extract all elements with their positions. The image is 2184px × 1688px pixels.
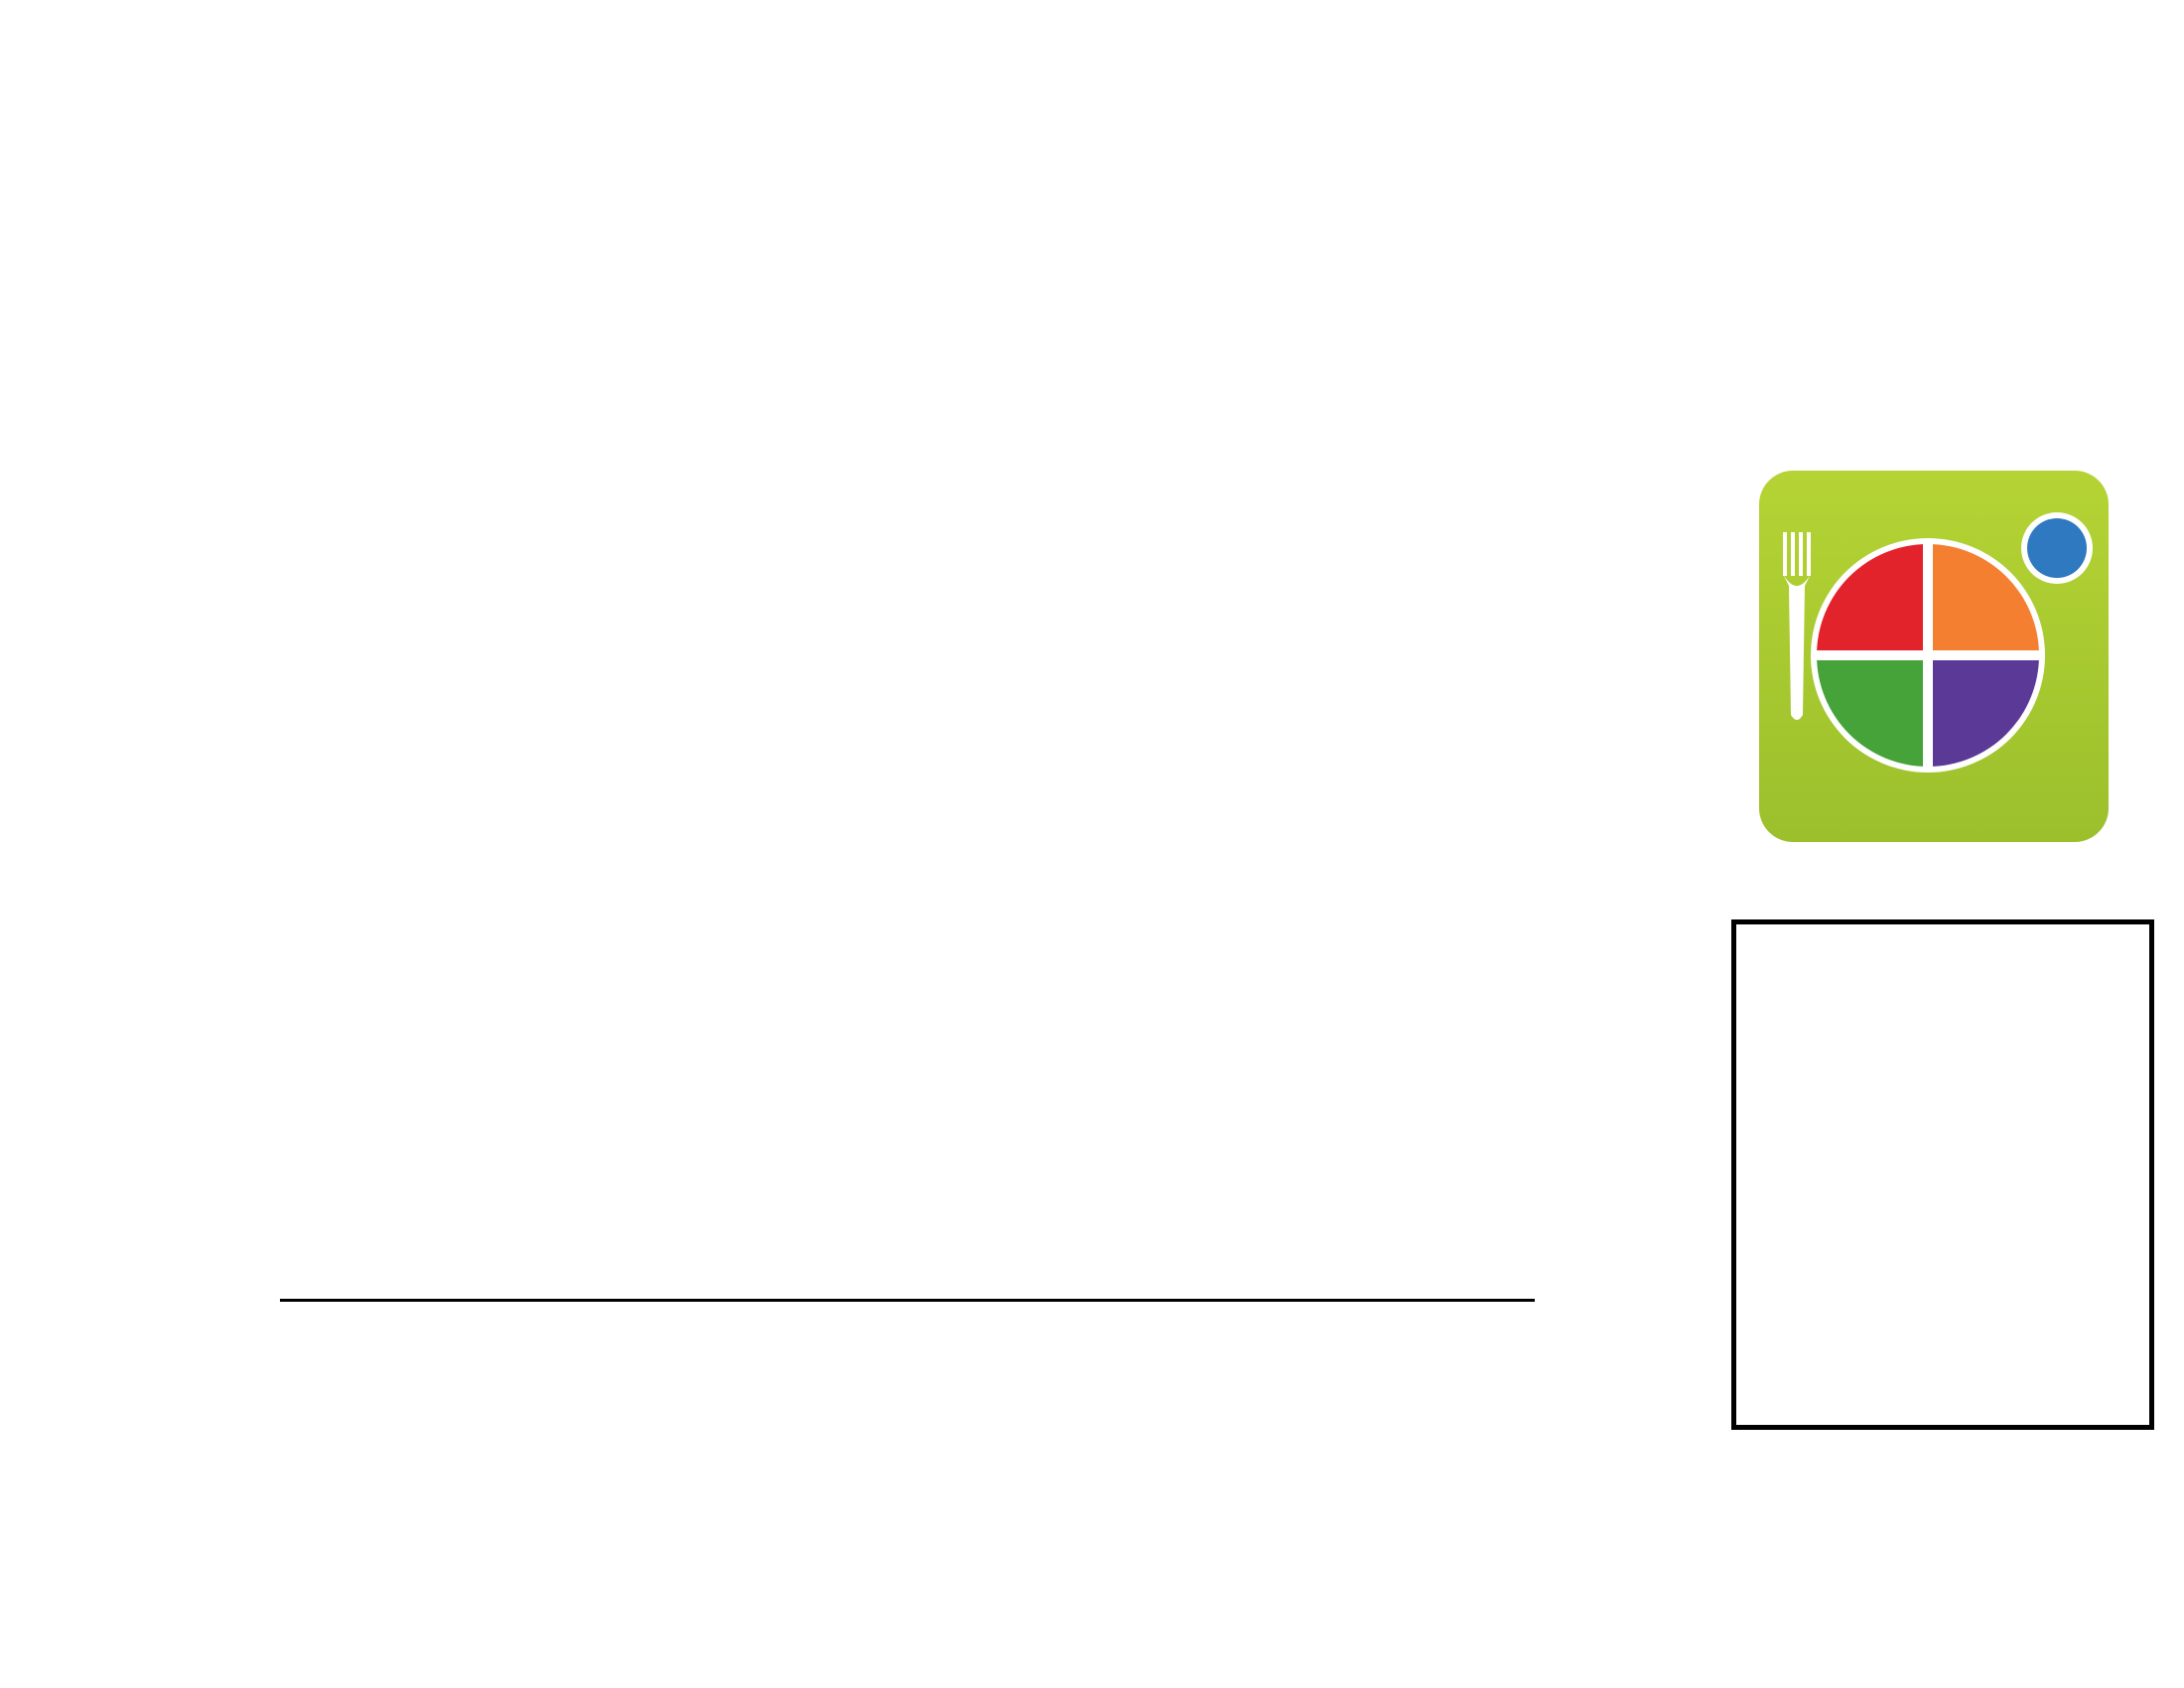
- myplate-plate-icon: [1759, 471, 2109, 842]
- myplate-logo: [1759, 471, 2109, 842]
- served-everyday-box: [1731, 919, 2154, 1430]
- pricing-divider: [280, 1299, 1535, 1302]
